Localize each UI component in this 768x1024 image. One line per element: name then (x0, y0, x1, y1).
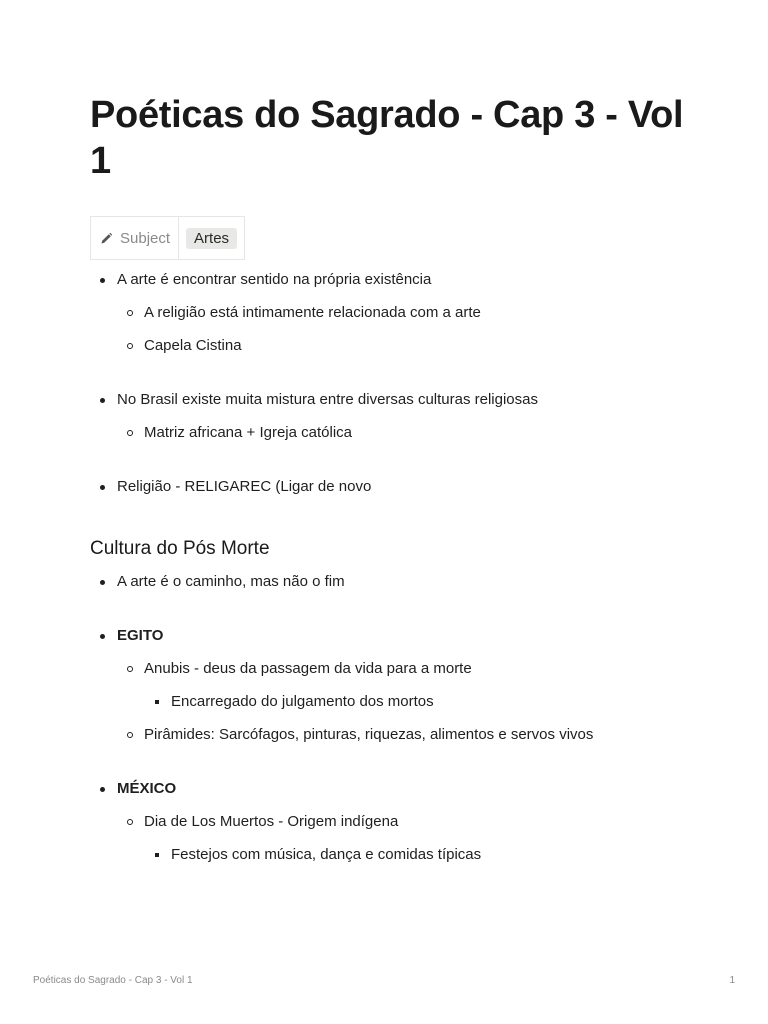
list-item: Capela Cistina (117, 330, 690, 363)
page-title: Poéticas do Sagrado - Cap 3 - Vol 1 (90, 94, 684, 182)
sub-list (117, 806, 690, 872)
bullet-icon (127, 430, 133, 436)
sub-list (117, 417, 690, 450)
list-item: Dia de Los Muertos - Origem indígena Festejos com música, dança e comidas típicas (117, 806, 690, 872)
subject-tag[interactable]: Artes (186, 228, 237, 249)
bullet-icon (127, 732, 133, 738)
list-item: Encarregado do julgamento dos mortos (144, 686, 690, 719)
bullet-icon (100, 634, 105, 639)
section-heading: Cultura do Pós Morte (90, 538, 270, 559)
document-page (90, 92, 690, 872)
bullet-list (90, 620, 690, 752)
bullet-icon (100, 787, 105, 792)
bullet-icon (100, 398, 105, 403)
bullet-icon (127, 343, 133, 349)
list-item (90, 620, 690, 752)
property-row (90, 216, 245, 260)
bullet-list (90, 384, 690, 450)
list-item (90, 773, 690, 872)
mexico-label: MÉXICO (117, 780, 177, 797)
property-key-label: Subject (120, 229, 171, 247)
bullet-icon (127, 819, 133, 825)
footer-doc-title: Poéticas do Sagrado - Cap 3 - Vol 1 (33, 975, 193, 986)
property-value[interactable] (179, 217, 244, 259)
list-item: No Brasil existe muita mistura entre diversas culturas religiosas Matriz africana + Igreja católica (90, 384, 690, 450)
bullet-icon (155, 853, 159, 857)
bullet-list (90, 773, 690, 872)
sub-sub-list (144, 839, 690, 872)
bullet-icon (100, 278, 105, 283)
bullet-list (90, 471, 690, 504)
list-item: A arte é encontrar sentido na própria existência A religião está intimamente relacionada com a arte Capela Cistina (90, 264, 690, 363)
pencil-icon (100, 232, 113, 245)
sub-sub-list (144, 686, 690, 719)
list-item: Matriz africana + Igreja católica (117, 417, 690, 450)
list-item: A arte é o caminho, mas não o fim (90, 566, 690, 599)
bullet-icon (100, 580, 105, 585)
bullet-list (90, 264, 690, 363)
sub-list (117, 297, 690, 363)
bullet-icon (155, 700, 159, 704)
bullet-list (90, 566, 690, 599)
footer-page-number: 1 (729, 975, 735, 986)
list-item: Religião - RELIGAREC (Ligar de novo (90, 471, 690, 504)
bullet-icon (127, 666, 133, 672)
property-key (91, 217, 179, 259)
list-item: Festejos com música, dança e comidas típicas (144, 839, 690, 872)
list-item: Anubis - deus da passagem da vida para a morte Encarregado do julgamento dos mortos (117, 653, 690, 719)
bullet-icon (100, 485, 105, 490)
sub-list (117, 653, 690, 752)
list-item: Pirâmides: Sarcófagos, pinturas, riquezas, alimentos e servos vivos (117, 719, 690, 752)
list-item: A religião está intimamente relacionada com a arte (117, 297, 690, 330)
bullet-icon (127, 310, 133, 316)
egito-label: EGITO (117, 627, 164, 644)
